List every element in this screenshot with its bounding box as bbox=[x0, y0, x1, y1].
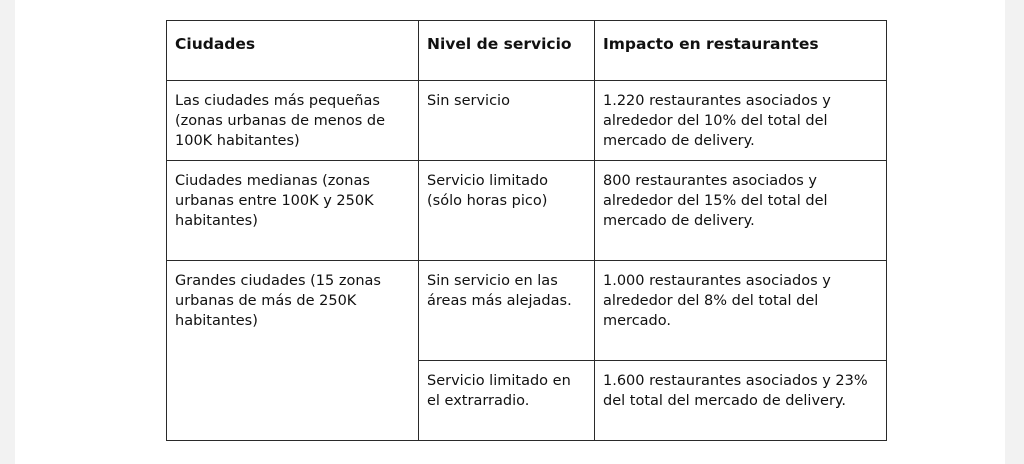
document-page bbox=[15, 0, 1005, 464]
cell-city: Ciudades medianas (zonas urbanas entre 100K y 250K habitantes) bbox=[167, 161, 419, 261]
cell-city: Grandes ciudades (15 zonas urbanas de más de 250K habitantes) bbox=[167, 261, 419, 441]
header-impacto: Impacto en restaurantes bbox=[595, 21, 887, 81]
header-ciudades: Ciudades bbox=[167, 21, 419, 81]
header-nivel-servicio: Nivel de servicio bbox=[419, 21, 595, 81]
cell-service: Servicio limitado (sólo horas pico) bbox=[419, 161, 595, 261]
cell-impact: 1.000 restaurantes asociados y alrededor del 8% del total del mercado. bbox=[595, 261, 887, 361]
cell-impact: 1.600 restaurantes asociados y 23% del total del mercado de delivery. bbox=[595, 361, 887, 441]
table-row bbox=[167, 261, 887, 361]
cell-service: Servicio limitado en el extrarradio. bbox=[419, 361, 595, 441]
cell-impact: 1.220 restaurantes asociados y alrededor del 10% del total del mercado de delivery. bbox=[595, 81, 887, 161]
cell-impact: 800 restaurantes asociados y alrededor del 15% del total del mercado de delivery. bbox=[595, 161, 887, 261]
table-header-row bbox=[167, 21, 887, 81]
table-row bbox=[167, 81, 887, 161]
cell-city: Las ciudades más pequeñas (zonas urbanas de menos de 100K habitantes) bbox=[167, 81, 419, 161]
service-impact-table bbox=[166, 20, 887, 441]
cell-service: Sin servicio bbox=[419, 81, 595, 161]
cell-service: Sin servicio en las áreas más alejadas. bbox=[419, 261, 595, 361]
table-row bbox=[167, 161, 887, 261]
